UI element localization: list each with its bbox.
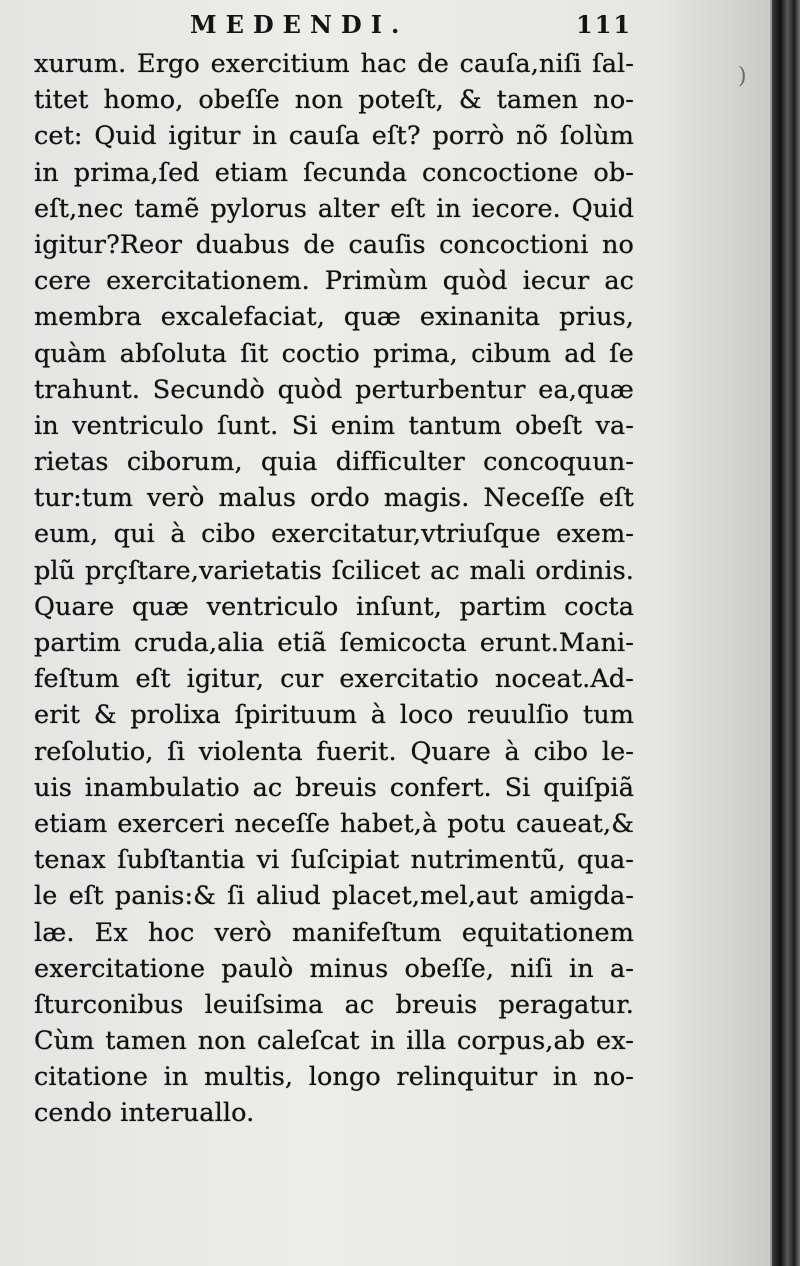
text-line: reſolutio, ſi violenta fuerit. Quare à cibo le- — [34, 736, 634, 767]
page-number: 111 — [576, 10, 633, 39]
text-line: partim cruda,alia etiã ſemicocta erunt.Mani- — [34, 628, 634, 658]
text-line: eum, qui à cibo exercitatur,vtriuſque exem- — [34, 519, 634, 550]
text-line: Quare quæ ventriculo inſunt, partim cocta — [34, 591, 634, 622]
text-line: cere exercitationem. Primùm quòd iecur ac — [34, 266, 634, 297]
text-line: le eſt panis:& ſi aliud placet,mel,aut amigda- — [34, 881, 634, 912]
text-line: in ventriculo ſunt. Si enim tantum obeſt va- — [34, 410, 634, 441]
text-line: citatione in multis, longo relinquitur in no- — [34, 1062, 634, 1093]
text-line: membra excalefaciat, quæ exinanita prius, — [34, 302, 634, 333]
text-line: quàm abſoluta ſit coctio prima, cibum ad ſe — [34, 338, 634, 369]
text-line: titet homo, obeſſe non poteſt, & tamen no- — [34, 85, 634, 116]
text-line: rietas ciborum, quia difficulter concoquun- — [34, 447, 634, 478]
running-title: MEDENDI. — [190, 10, 409, 39]
book-gutter-shadow — [772, 0, 800, 1266]
text-line: tenax ſubſtantia vi ſuſcipiat nutrimentũ, qua- — [34, 845, 634, 876]
text-line: exercitatione paulò minus obeſſe, niſi in a- — [34, 953, 634, 984]
text-line: eſt,nec tamẽ pylorus alter eſt in iecore. Quid — [34, 193, 634, 224]
text-line: plũ prçſtare,varietatis ſcilicet ac mali ordinis. — [34, 555, 634, 586]
text-line: tur:tum verò malus ordo magis. Neceſſe eſt — [34, 483, 634, 514]
text-line: læ. Ex hoc verò manifeſtum equitationem — [34, 917, 634, 948]
text-line: xurum. Ergo exercitium hac de cauſa,niſi ſal- — [34, 49, 634, 79]
text-line: etiam exerceri neceſſe habet,à potu caueat,& — [34, 808, 634, 839]
text-line: feſtum eſt igitur, cur exercitatio noceat.Ad- — [34, 664, 634, 695]
text-line: cet: Quid igitur in cauſa eſt? porrò nõ ſolùm — [34, 121, 634, 152]
text-line: erit & prolixa ſpirituum à loco reuulſio tum — [34, 700, 634, 731]
text-line: trahunt. Secundò quòd perturbentur ea,quæ — [34, 374, 634, 405]
margin-mark: ) — [738, 64, 747, 89]
text-line: in prima,ſed etiam ſecunda concoctione ob- — [34, 157, 634, 188]
text-line: uis inambulatio ac breuis confert. Si quiſpiã — [34, 772, 634, 803]
text-line: ſturconibus leuiſsima ac breuis peragatur. — [34, 989, 634, 1020]
text-line: igitur?Reor duabus de cauſis concoctioni no — [34, 229, 634, 260]
text-line: Cùm tamen non caleſcat in illa corpus,ab ex- — [34, 1026, 634, 1057]
body-text — [34, 46, 634, 1132]
page-header — [0, 8, 772, 48]
text-line: cendo interuallo. — [34, 1098, 255, 1129]
